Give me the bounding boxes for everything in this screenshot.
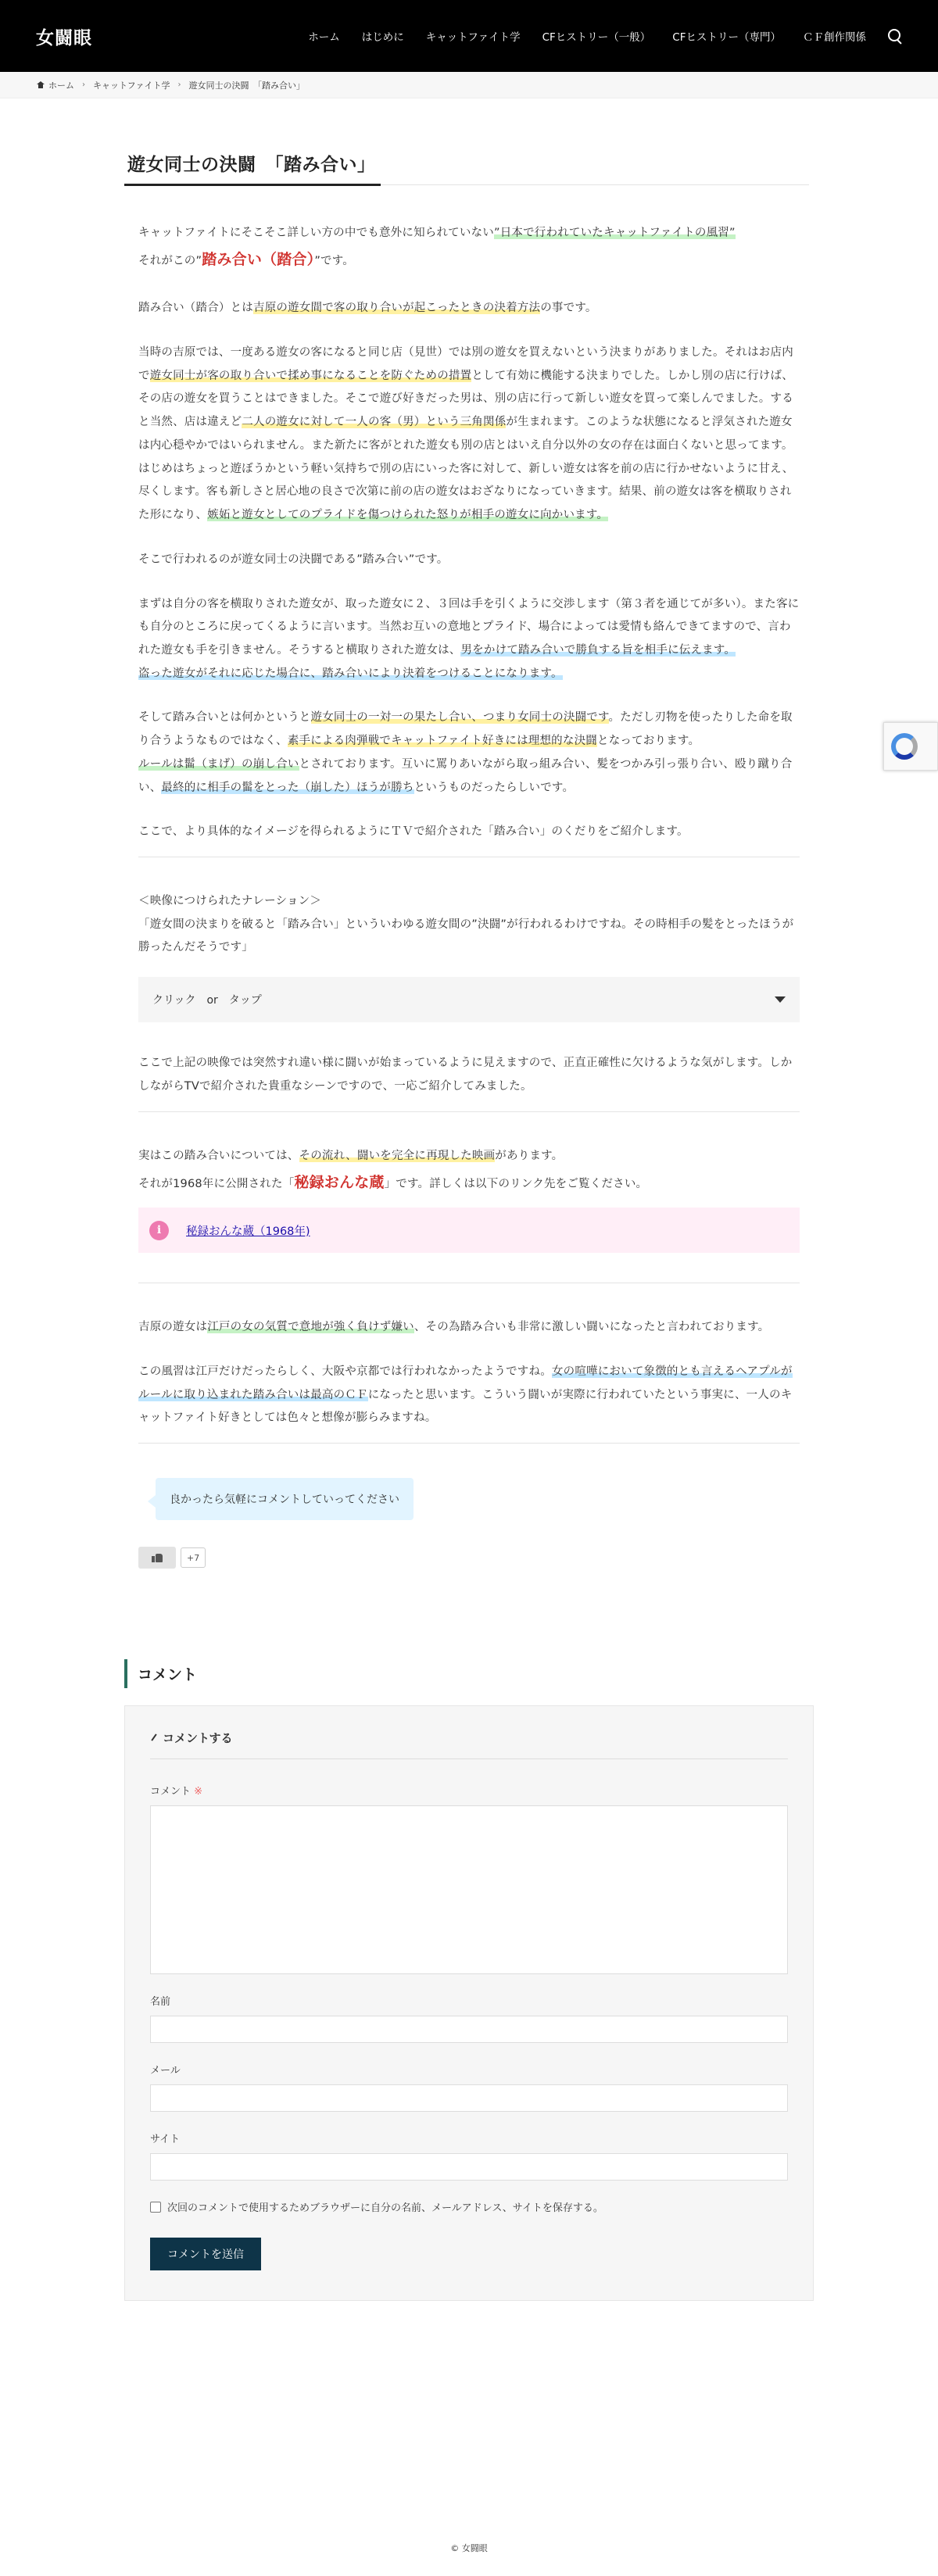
- balloon-wrap: [156, 1478, 800, 1520]
- highlight-text: 最終的に相手の髷をとった（崩した）ほうが勝ち: [161, 781, 414, 794]
- paragraph: ここで、より具体的なイメージを得られるようにＴＶで紹介された「踏み合い」のくだりをご紹介します。: [138, 825, 689, 839]
- breadcrumb-category[interactable]: キャットファイト学: [93, 80, 170, 91]
- emphasis-text: 踏み合い（踏合）: [202, 251, 315, 269]
- paragraph: [138, 1361, 800, 1430]
- paragraph: [138, 707, 800, 800]
- highlight-text: 吉原の遊女間で客の取り合いが起こったときの決着方法: [253, 302, 541, 315]
- text: 」です。詳しくは以下のリンク先をご覧ください。: [384, 1178, 648, 1191]
- text: になったと思います。こういう闘いが実際に行われていたという事実に、一人のキャットファイト好きとしては色々と想像が膨らみますね。: [138, 1388, 793, 1425]
- post-title-wrap: [124, 150, 809, 185]
- save-info-checkbox[interactable]: [150, 2202, 161, 2213]
- highlight-text: 素手による肉弾戦でキャットファイト好きには理想的な決闘: [287, 735, 597, 748]
- site-logo[interactable]: 女闘眼: [36, 27, 92, 48]
- highlight-text: 二人の遊女に対して一人の客（男）という三角関係: [242, 416, 507, 429]
- highlight-text: 遊女同士の一対一の果たし合い、つまり女同士の決闘です: [310, 711, 609, 724]
- paragraph: [138, 1316, 800, 1340]
- chevron-right-icon: ›: [82, 80, 85, 89]
- chevron-right-icon: ›: [177, 80, 181, 89]
- post-body: [124, 185, 814, 1569]
- name-input[interactable]: [150, 2016, 788, 2043]
- save-info-label[interactable]: 次回のコメントで使用するためブラウザーに自分の名前、メールアドレス、サイトを保存する。: [167, 2202, 603, 2215]
- text: この風習は江戸だけだったらしく、大阪や京都では行われなかったようですね。: [138, 1365, 552, 1378]
- post-title: 遊女同士の決闘 「踏み合い」: [124, 150, 381, 186]
- accordion-label: クリック or タップ: [152, 994, 262, 1007]
- text: 実はこの踏み合いについては、: [138, 1149, 299, 1162]
- highlight-text: ”日本で行われていたキャットファイトの風習”: [493, 227, 736, 239]
- nav-cf-history-general[interactable]: CFヒストリー（一般）: [542, 31, 651, 44]
- info-icon: i: [149, 1221, 169, 1240]
- comment-textarea[interactable]: [150, 1805, 788, 1974]
- paragraph: [138, 593, 800, 686]
- search-icon[interactable]: [886, 27, 904, 45]
- email-label: メール: [150, 2065, 181, 2077]
- comment-form-title: [150, 1730, 788, 1759]
- narration-label: ＜映像につけられたナレーション＞: [138, 894, 322, 907]
- text: 。ただし刃物を使ったりした命を取り合うようなものではなく、: [138, 711, 793, 748]
- paragraph: そこで行われるのが遊女同士の決闘である”踏み合い”です。: [138, 553, 449, 566]
- video-accordion[interactable]: [138, 977, 800, 1022]
- home-icon: [37, 81, 45, 88]
- paragraph: [138, 1145, 800, 1199]
- breadcrumb-home[interactable]: ホーム: [48, 80, 74, 91]
- site-input[interactable]: [150, 2153, 788, 2181]
- text: 、その為踏み合いも非常に激しい闘いになったと言われております。: [414, 1321, 770, 1334]
- nav-catfight-study[interactable]: キャットファイト学: [425, 31, 521, 44]
- comment-label: [150, 1783, 788, 1798]
- paragraph: ここで上記の映像では突然すれ違い様に闘いが始まっているように見えますので、正直正確性に欠けるような気がします。しかしながらTVで紹介された貴重なシーンですので、一応ご紹介してみました。: [138, 1057, 793, 1093]
- text: とされております。互いに罵りあいながら取っ組み合い、髪をつかみ引っ張り合い、殴り蹴り合い、: [138, 757, 793, 794]
- highlight-text: その流れ、闘いを完全に再現した映画: [299, 1149, 496, 1162]
- pen-icon: [151, 1733, 156, 1741]
- like-row: [138, 1547, 800, 1569]
- text: ”です。: [314, 255, 354, 268]
- related-link-box: [138, 1208, 800, 1253]
- save-info-row: [150, 2199, 788, 2214]
- text: そして踏み合いとは何かというと: [138, 711, 311, 724]
- comment-label-text: コメント: [150, 1786, 192, 1798]
- text: があります。: [495, 1149, 564, 1162]
- paragraph: [138, 342, 800, 528]
- copyright: © 女闘眼: [450, 2543, 488, 2553]
- caret-down-icon: [775, 996, 786, 1003]
- name-label: 名前: [150, 1996, 171, 2009]
- nav-intro[interactable]: はじめに: [361, 31, 404, 44]
- highlight-text: 遊女同士が客の取り合いで揉め事になることを防ぐための措置: [149, 369, 472, 382]
- nav-cf-history-special[interactable]: CFヒストリー（専門）: [672, 31, 781, 44]
- site-label: サイト: [150, 2134, 181, 2146]
- paragraph: [138, 297, 800, 320]
- required-mark: ※: [194, 1786, 203, 1798]
- submit-comment-button[interactable]: コメントを送信: [150, 2238, 261, 2270]
- emphasis-text: 秘録おんな蔵: [294, 1174, 385, 1192]
- narration-text: 「遊女間の決まりを破ると「踏み合い」といういわゆる遊女間の”決闘”が行われるわけですね。その時相手の髪をとったほうが勝ったんだそうです」: [138, 918, 794, 954]
- site-header: [0, 0, 938, 72]
- movie-link[interactable]: 秘録おんな蔵（1968年): [186, 1225, 310, 1238]
- recaptcha-icon: [891, 733, 918, 760]
- text: の事です。: [540, 302, 597, 315]
- paragraph: [138, 221, 800, 276]
- highlight-text: 江戸の女の気質で意地が強く負けず嫌い: [207, 1321, 414, 1334]
- global-nav: [286, 27, 904, 45]
- text: として有効に機能する決まりでした。しかし別の店に行けば、その店の遊女を買うことはできました。そこで遊び好きだった男は、別の店に行って新しい遊女を買って楽しんでました。すると当然、店は違えど: [138, 369, 793, 429]
- highlight-text: 盗った遊女がそれに応じた場合に、踏み合いにより決着をつけることになります。: [138, 667, 563, 680]
- text: それが1968年に公開された「: [138, 1178, 295, 1191]
- nav-cf-creative[interactable]: ＣＦ創作関係: [803, 31, 866, 44]
- comment-form: [124, 1705, 814, 2301]
- comments-heading: コメント: [124, 1659, 814, 1688]
- like-button[interactable]: [138, 1547, 176, 1569]
- nav-home[interactable]: ホーム: [308, 31, 340, 44]
- text: それがこの”: [138, 255, 202, 268]
- recaptcha-badge[interactable]: [883, 722, 938, 771]
- highlight-text: 女の喧嘩において象徴的とも言えるヘアプルがルールに取り込まれた踏み合いは最高のＣＦ: [138, 1365, 793, 1401]
- breadcrumb: [0, 72, 938, 98]
- email-input[interactable]: [150, 2084, 788, 2112]
- text: というものだったらしいです。: [414, 781, 575, 794]
- paragraph: [138, 890, 800, 960]
- main-content: [124, 98, 814, 2301]
- divider: [138, 1443, 800, 1444]
- text: キャットファイトにそこそこ詳しい方の中でも意外に知られていない: [138, 227, 494, 239]
- text: まずは自分の客を横取りされた遊女が、取った遊女に２、３回は手を引くように交渉します（第３者を通じてが多い）。また客にも自分のところに戻ってくるように言います。当然お互いの意地とプライド、場合によっては愛情も絡んできてますので、言われた遊女も手を引きません。そうすると横取りされた遊女は、: [138, 597, 800, 657]
- like-count: +7: [181, 1547, 206, 1568]
- divider: [138, 1111, 800, 1112]
- site-footer: [0, 2542, 938, 2554]
- text: となっております。: [597, 735, 700, 748]
- comment-form-title-text: コメントする: [163, 1731, 233, 1746]
- thumbs-up-icon: [152, 1553, 163, 1562]
- text: 当時の吉原では、一度ある遊女の客になると同じ店（見世）では別の遊女を買えないという決まりがありました。それはお店内で: [138, 346, 793, 382]
- speech-balloon: 良かったら気軽にコメントしていってください: [156, 1478, 414, 1520]
- highlight-text: 嫉妬と遊女としてのプライドを傷つけられた怒りが相手の遊女に向かいます。: [207, 509, 609, 522]
- text: が生まれます。このような状態になると浮気された遊女は内心穏やかではいられません。また新たに客がとれた遊女も別の店とはいえ自分以外の女の存在は面白くないと思ってます。はじめはちょっと遊ぼうかという軽い気持ちで別の店にいった客に対して、新しい遊女は客を前の店に行かせないように甘え、尽くします。客も新しさと居心地の良さで次第に前の店の遊女はおざなりになっていきます。結果、前の遊女は客を横取りされた形になり、: [138, 416, 794, 522]
- text: 踏み合い（踏合）とは: [138, 302, 253, 315]
- breadcrumb-current: 遊女同士の決闘 「踏み合い」: [188, 80, 305, 91]
- highlight-text: 男をかけて踏み合いで勝負する旨を相手に伝えます。: [460, 643, 736, 657]
- highlight-text: ルールは髷（まげ）の崩し合い: [138, 757, 299, 771]
- text: 吉原の遊女は: [138, 1321, 208, 1334]
